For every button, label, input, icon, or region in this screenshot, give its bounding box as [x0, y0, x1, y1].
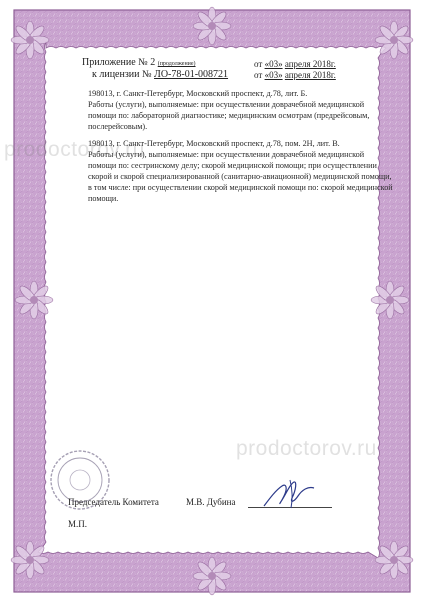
- appendix-date: от «03» апреля 2018г.: [254, 59, 336, 69]
- section-2-line-2: помощи по: сестринскому делу; скорой медицинской помощи; при осуществлении: [88, 161, 377, 170]
- top-center-ornament: [193, 7, 231, 45]
- section-1-line-2: помощи по: лабораторной диагностике; медицинским осмотрам (предрейсовым,: [88, 111, 370, 120]
- corner-bottom-right-ornament: [375, 541, 413, 579]
- side-left-medallion-ornament: [15, 281, 53, 319]
- license-prefix: к лицензии №: [92, 69, 152, 80]
- chair-name: М.В. Дубина: [186, 497, 236, 507]
- section-2-line-1: Работы (услуги), выполняемые: при осуществлении доврачебной медицинской: [88, 150, 365, 159]
- side-right-medallion-ornament: [371, 281, 409, 319]
- section-2-line-4: в том числе: при осуществлении скорой медицинской помощи по: скорой медицинской: [88, 183, 393, 192]
- appendix-note: (продолжение): [157, 61, 196, 67]
- corner-top-right-ornament: [375, 21, 413, 59]
- corner-bottom-left-ornament: [11, 541, 49, 579]
- section-2-line-5: помощи.: [88, 194, 119, 203]
- section-1-line-1: Работы (услуги), выполняемые: при осуществлении доврачебной медицинской: [88, 100, 365, 109]
- bottom-center-ornament: [193, 557, 231, 595]
- watermark-top: prodoctorov.ru: [4, 138, 145, 161]
- corner-top-left-ornament: [11, 21, 49, 59]
- watermark-bottom: prodoctorov.ru: [236, 437, 377, 460]
- section-2-address: 198013, г. Санкт-Петербург, Московский проспект, д.78, пом. 2Н, лит. В.: [88, 139, 340, 148]
- section-2-line-3: скорой и скорой специализированной (санитарно-авиационной) медицинской помощи,: [88, 172, 392, 181]
- appendix-title: [82, 58, 196, 70]
- section-1-address: 198013, г. Санкт-Петербург, Московский проспект, д.78, лит. Б.: [88, 89, 308, 98]
- license-date: от «03» апреля 2018г.: [254, 70, 336, 80]
- license-number: ЛО-78-01-008721: [154, 69, 229, 80]
- stamp-place-label: М.П.: [68, 519, 88, 529]
- appendix-label: Приложение № 2: [82, 57, 156, 68]
- handwritten-signature: [260, 476, 320, 512]
- license-line: [92, 70, 228, 81]
- chair-label: Председатель Комитета: [68, 497, 159, 507]
- section-1-line-3: послерейсовым).: [88, 122, 148, 131]
